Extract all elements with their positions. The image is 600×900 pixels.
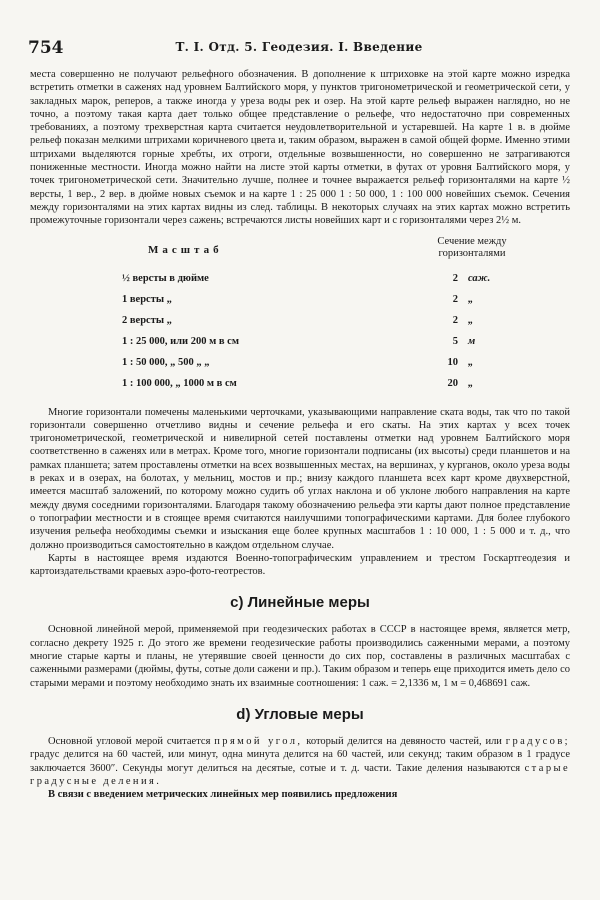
table-cell-value: 5: [452, 335, 458, 347]
table-row: [30, 335, 570, 348]
paragraph-linear-measures: Основной линейной мерой, применяемой при геодезических работах в СССР в настоящее время, является метр, согласно декрету 1925 г. До этого же времени геодезические работы производились саженными мерами, а поэтому многие старые карты и планы, не утерявшие своей ценности до сих пор, составлены в различных масштабах с саженными размерами (дюймы, футы, сотые доли сажени и пр.). Таким образом и теперь еще приходится иметь дело со старыми мерами и поэтому необходимо знать их взаимные соотношения: 1 саж. = 2,1336 м, 1 м = 0,468691 саж.: [30, 624, 570, 689]
table-cell-value: 2: [452, 272, 458, 284]
section-heading-angular-measures: d) Угловые меры: [236, 705, 364, 723]
table-cell-scale: 2 версты „: [122, 314, 172, 326]
table-cell-scale: 1 : 50 000, „ 500 „ „: [122, 356, 210, 368]
table-cell-value: 2: [452, 293, 458, 305]
paragraph-metric-proposals: В связи с введением метрических линейных мер появились предложения: [48, 789, 398, 801]
running-head: Т. I. Отд. 5. Геодезия. I. Введение: [175, 40, 423, 54]
angular-text-c: градус делится на 60 частей, или минут, одна минута делится на 60 частей, или секунд; таким образом в 1 градусе заключается 3600″. Секунды могут делиться на десятые, сотые и т. д. части. Такие деления называются: [30, 749, 570, 774]
table-header-section-line2: горизонталями: [438, 248, 506, 260]
table-row: [30, 356, 570, 369]
paragraph-relief-maps: места совершенно не получают рельефного обозначения. В дополнение к штриховке на этой карте можно изредка встретить отметки в саженях над уровнем Балтийского моря, у пунктов тригонометрической и геометрической сети, у закладных марок, реперов, а также иногда у уреза воды рек и озер. На этой карте рельеф выражен наглядно, но не точно, а поэтому такая карта дает только общее представление о рельефе, что недостаточно при современных требованиях, а поэтому трехверстная карта считается неудовлетворительной и устаревшей. На карте 1 в. в дюйме рельеф показан мелкими штрихами коричневого цвета и, таким образом, выражен в самой общей форме. Именно этими штрихами выделяются горные хребты, их отроги, отдельные возвышенности, но совершенно не затрагиваются пониженные местности. Иногда можно найти на листе этой карты отметки, в футах от уровня Балтийского моря, у точек тригонометрической сети. Значительно лучше, полнее и точнее выражается рельеф горизонталями на карте ½ версты, 1 вер., 2 вер. в дюйме новых съемок и на карте 1 : 25 000 1 : 50 000, 1 : 100 000 новейших съемок. Сечения между горизонталями на этих картах видны из след. таблицы. В некоторых случаях на этих картах можно встретить промежуточные горизонтали через сажень; встречаются листы новейших карт и с горизонталями через 2½ м.: [30, 69, 570, 227]
table-row: [30, 293, 570, 306]
paragraph-angular-measures: [30, 735, 570, 788]
table-row: [30, 272, 570, 285]
term-old-degree-divisions: старые градусные деления.: [30, 762, 571, 787]
table-row: [30, 314, 570, 327]
table-cell-value: 10: [447, 356, 458, 368]
table-cell-scale: 1 версты „: [122, 293, 172, 305]
page-body: [30, 68, 570, 801]
table-cell-scale: ½ версты в дюйме: [122, 272, 209, 284]
paragraph-contours: Многие горизонтали помечены маленькими черточками, указывающими направление ската воды, так что по такой горизонтали совершенно отчетливо видны и сечение рельефа и его скаты. На этих картах у всех точек тригонометрической, геометрической и нивелирной сетей поставлены отметки над уровнем Балтийского моря соответственно в саженях или в метрах. Кроме того, многие горизонтали подписаны (их высоты) среди планшетов и на рамках планшета; затем проставлены отметки на всех возвышенных местах, на вершинах, у курганов, около уреза воды в реках и в озерах, на болотах, у мельниц, мостов и пр.; внизу каждого планшета всех карт кроме двухверстной, имеется масштаб заложений, по которому можно судить об углах наклона и об уклоне любого направления на карте между двумя соседними горизонталями. Благодаря такому обозначению рельефа эти карты дают полное представление о топографии местности и в стоящее время считаются наилучшими топографическими картами. Для более глубокого изучения рельефа необходимы съемки и изыскания еще более крупных масштабов 1 : 10 000, 1 : 5 000 и т. д., что должно производиться самостоятельно в каждом отдельном случае.: [30, 406, 570, 551]
table-header-section-line1: Сечение между: [437, 235, 507, 247]
paragraph-publishers: Карты в настоящее время издаются Военно-топографическим управлением и трестом Госкартгеодезия и картоиздательствами краевых аэро-фото-геотрестов.: [30, 552, 570, 578]
term-right-angle: прямой угол,: [214, 735, 303, 747]
section-interval-table: [30, 234, 570, 402]
table-cell-unit: саж.: [468, 272, 491, 284]
table-cell-unit: м: [468, 335, 476, 347]
table-row: [30, 377, 570, 390]
angular-text-a: Основной угловой мерой считается: [48, 735, 211, 747]
section-heading-linear-measures: c) Линейные меры: [230, 594, 370, 612]
page-number: 754: [28, 38, 64, 58]
table-cell-value: 20: [447, 377, 458, 389]
angular-text-b: который делится на девяносто частей, или: [306, 735, 502, 747]
table-cell-value: 2: [452, 314, 458, 326]
page-header: [28, 38, 570, 60]
table-header-scale: Масштаб: [148, 243, 223, 256]
table-cell-unit: „: [468, 314, 474, 326]
term-degrees: градусов;: [505, 735, 570, 747]
table-cell-unit: „: [468, 377, 474, 389]
table-cell-scale: 1 : 100 000, „ 1000 м в см: [122, 377, 237, 389]
table-cell-scale: 1 : 25 000, или 200 м в см: [122, 335, 239, 347]
table-cell-unit: „: [468, 293, 474, 305]
table-header-section: [402, 236, 542, 261]
table-cell-unit: „: [468, 356, 474, 368]
